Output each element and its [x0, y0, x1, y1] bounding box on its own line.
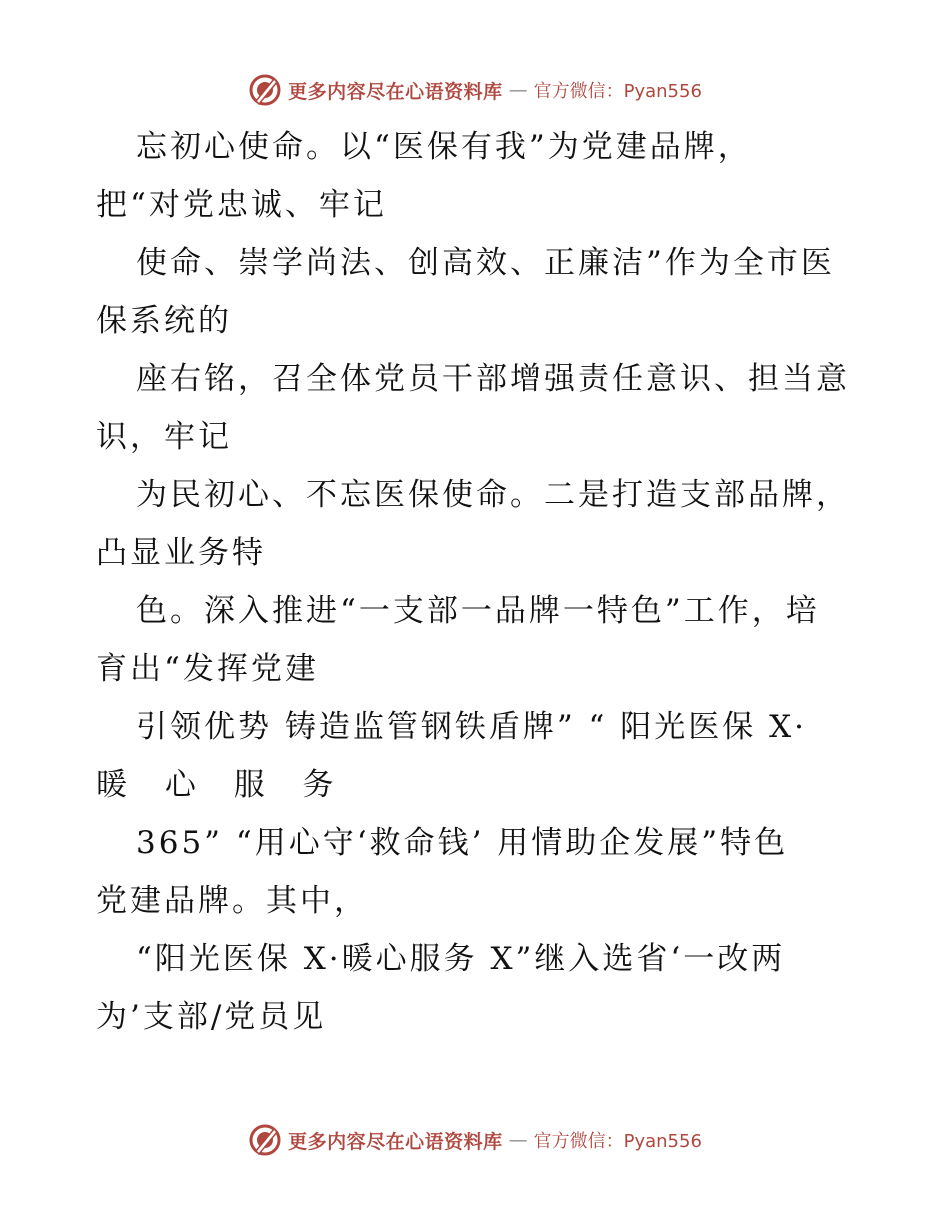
footer-watermark	[0, 1120, 950, 1160]
body-line: 凸显业务特	[96, 535, 266, 571]
body-line: 暖 心 服 务	[96, 767, 348, 803]
body-line: 为’支部/党员见	[96, 999, 327, 1035]
body-line: 保系统的	[96, 303, 232, 339]
document-body	[96, 118, 856, 1046]
body-line: 色。深入推进“一支部一品牌一特色”工作，培	[136, 593, 820, 629]
body-line: 为民初心、不忘医保使命。二是打造支部品牌，	[136, 477, 850, 513]
watermark-text: 更多内容尽在心语资料库	[288, 1130, 503, 1153]
body-line: 引领优势 铸造监管钢铁盾牌” “ 阳光医保 X·	[136, 709, 808, 745]
body-line: 365” “用心守‘救命钱’ 用情助企发展”特色	[136, 825, 789, 861]
body-line: 育出“发挥党建	[96, 651, 319, 687]
pen-logo-icon	[248, 1123, 282, 1157]
watermark-wechat: 官方微信：Pyan556	[533, 1131, 702, 1152]
body-line: 把“对党忠诚、牢记	[96, 187, 387, 223]
body-line: 使命、崇学尚法、创高效、正廉洁”作为全市医	[136, 245, 835, 281]
header-watermark	[0, 70, 950, 110]
pen-logo-icon	[248, 73, 282, 107]
watermark-wechat: 官方微信：Pyan556	[533, 81, 702, 102]
body-line: 忘初心使命。以“医保有我”为党建品牌，	[136, 129, 752, 165]
watermark-text: 更多内容尽在心语资料库	[288, 80, 503, 103]
body-line: “阳光医保 X·暖心服务 X”继入选省‘一改两	[136, 941, 786, 977]
watermark-separator: —	[508, 79, 528, 101]
body-line: 党建品牌。其中，	[96, 883, 368, 919]
watermark-separator: —	[508, 1129, 528, 1151]
body-line: 座右铭，召全体党员干部增强责任意识、担当意	[136, 361, 850, 397]
body-line: 识，牢记	[96, 419, 232, 455]
